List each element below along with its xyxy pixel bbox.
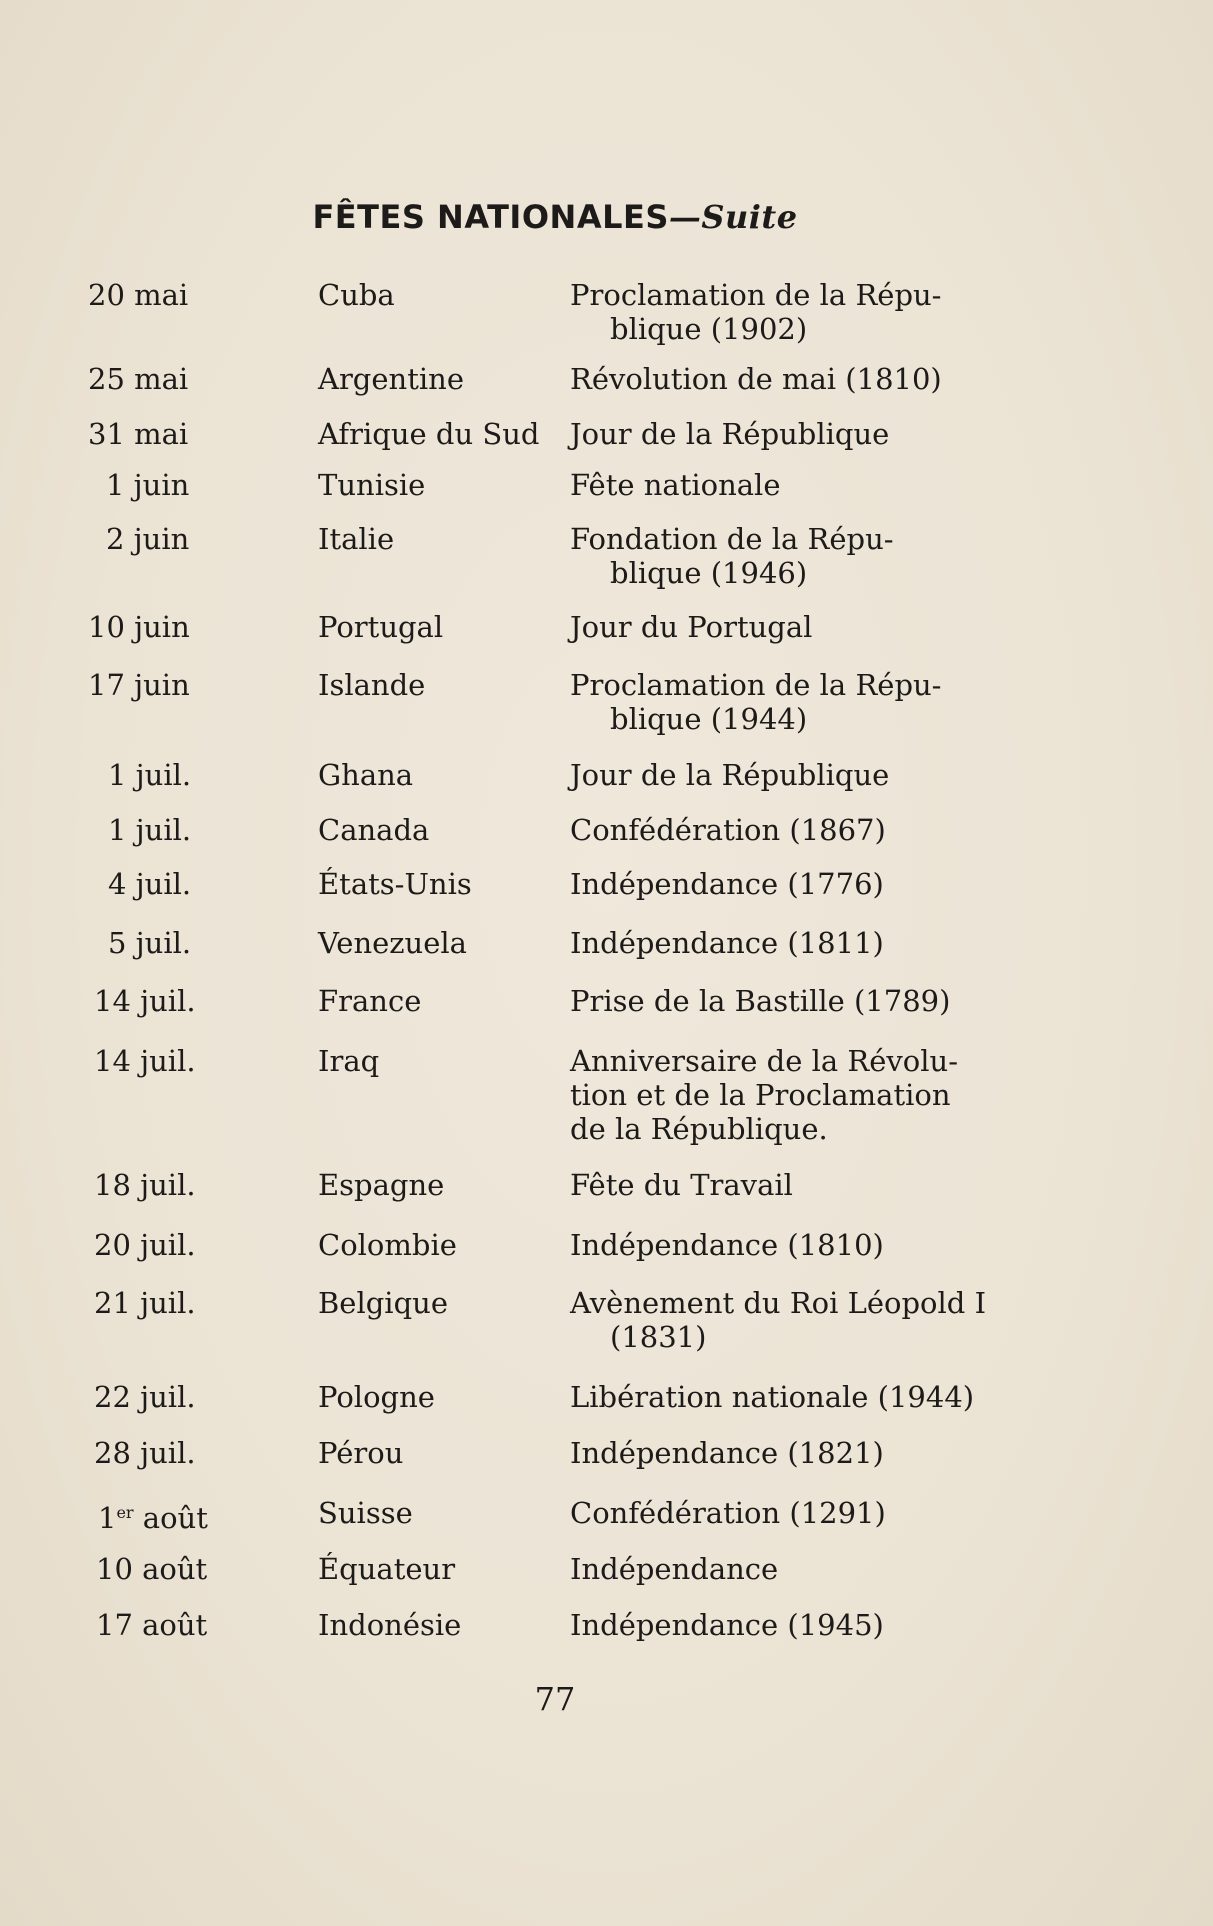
row-event xyxy=(570,1496,1008,1530)
row-event xyxy=(570,1228,1008,1262)
event-line: Jour du Portugal xyxy=(570,610,813,644)
event-line: blique (1902) xyxy=(610,312,808,346)
row-country: Belgique xyxy=(318,1286,448,1320)
row-event xyxy=(570,278,1008,346)
row-country: France xyxy=(318,984,422,1018)
row-event xyxy=(570,417,1008,451)
row-event xyxy=(570,1608,1008,1642)
date-month: août xyxy=(142,1501,208,1535)
row-event xyxy=(570,668,1008,736)
event-line: Révolution de mai (1810) xyxy=(570,362,942,396)
row-country: Islande xyxy=(318,668,426,702)
row-date: 20 juil. xyxy=(94,1228,196,1262)
row-country: États-Unis xyxy=(318,867,472,901)
row-date xyxy=(98,1496,298,1535)
row-country: Afrique du Sud xyxy=(318,417,540,451)
event-line: Anniversaire de la Révolu- xyxy=(570,1044,958,1078)
event-line: Confédération (1867) xyxy=(570,813,886,847)
event-line: Indépendance xyxy=(570,1552,779,1586)
event-line: Proclamation de la Répu- xyxy=(570,668,942,702)
row-event xyxy=(570,984,1008,1018)
row-event xyxy=(570,468,1008,502)
page-number: 77 xyxy=(534,1680,576,1718)
row-country: Équateur xyxy=(318,1552,456,1586)
row-event xyxy=(570,362,1008,396)
event-line: Prise de la Bastille (1789) xyxy=(570,984,951,1018)
row-event xyxy=(570,522,1008,590)
row-date: 2 juin xyxy=(106,522,190,556)
row-date: 1 juin xyxy=(106,468,190,502)
heading-title: FÊTES NATIONALES xyxy=(312,198,669,236)
row-date: 20 mai xyxy=(88,278,189,312)
page-heading xyxy=(0,198,1110,236)
event-line: Jour de la République xyxy=(570,417,890,451)
row-country: Pologne xyxy=(318,1380,435,1414)
event-line: Libération nationale (1944) xyxy=(570,1380,975,1414)
row-country: Espagne xyxy=(318,1168,445,1202)
event-line: blique (1944) xyxy=(610,702,808,736)
row-date: 1 juil. xyxy=(108,813,192,847)
row-country: Ghana xyxy=(318,758,414,792)
row-date: 5 juil. xyxy=(108,926,192,960)
row-event xyxy=(570,610,1008,644)
row-event xyxy=(570,926,1008,960)
event-line: Fondation de la Répu- xyxy=(570,522,894,556)
row-country: Suisse xyxy=(318,1496,413,1530)
row-date: 21 juil. xyxy=(94,1286,196,1320)
row-event xyxy=(570,1044,1008,1146)
event-line: blique (1946) xyxy=(610,556,808,590)
event-line: de la République. xyxy=(570,1112,828,1146)
row-date: 18 juil. xyxy=(94,1168,196,1202)
row-date: 31 mai xyxy=(88,417,189,451)
row-date: 10 juin xyxy=(88,610,190,644)
row-date: 17 juin xyxy=(88,668,190,702)
row-date: 17 août xyxy=(96,1608,208,1642)
row-date: 25 mai xyxy=(88,362,189,396)
event-line: Fête du Travail xyxy=(570,1168,793,1202)
row-event xyxy=(570,1436,1008,1470)
event-line: Indépendance (1810) xyxy=(570,1228,884,1262)
event-line: Indépendance (1945) xyxy=(570,1608,884,1642)
row-event xyxy=(570,1380,1008,1414)
row-event xyxy=(570,1552,1008,1586)
row-date: 4 juil. xyxy=(108,867,192,901)
heading-suffix: —Suite xyxy=(668,198,798,236)
row-country: Portugal xyxy=(318,610,444,644)
row-date: 14 juil. xyxy=(94,1044,196,1078)
event-line: Indépendance (1821) xyxy=(570,1436,884,1470)
event-line: Proclamation de la Répu- xyxy=(570,278,942,312)
event-line: tion et de la Proclamation xyxy=(570,1078,951,1112)
row-country: Tunisie xyxy=(318,468,426,502)
row-date: 14 juil. xyxy=(94,984,196,1018)
date-day: 1 xyxy=(98,1501,117,1535)
row-date: 10 août xyxy=(96,1552,208,1586)
event-line: Indépendance (1776) xyxy=(570,867,884,901)
row-country: Cuba xyxy=(318,278,395,312)
row-country: Pérou xyxy=(318,1436,404,1470)
row-country: Indonésie xyxy=(318,1608,462,1642)
event-line: Confédération (1291) xyxy=(570,1496,886,1530)
event-line: Avènement du Roi Léopold I xyxy=(570,1286,987,1320)
row-country: Iraq xyxy=(318,1044,380,1078)
row-country: Colombie xyxy=(318,1228,457,1262)
row-country: Argentine xyxy=(318,362,464,396)
row-date: 1 juil. xyxy=(108,758,192,792)
event-line: Fête nationale xyxy=(570,468,781,502)
row-country: Canada xyxy=(318,813,430,847)
row-country: Venezuela xyxy=(318,926,467,960)
row-date: 22 juil. xyxy=(94,1380,196,1414)
event-line: (1831) xyxy=(610,1320,707,1354)
row-event xyxy=(570,813,1008,847)
row-country: Italie xyxy=(318,522,395,556)
date-ordinal: er xyxy=(116,1503,134,1522)
row-event xyxy=(570,867,1008,901)
row-event xyxy=(570,758,1008,792)
row-date: 28 juil. xyxy=(94,1436,196,1470)
event-line: Jour de la République xyxy=(570,758,890,792)
row-event xyxy=(570,1286,1008,1354)
event-line: Indépendance (1811) xyxy=(570,926,884,960)
row-event xyxy=(570,1168,1008,1202)
